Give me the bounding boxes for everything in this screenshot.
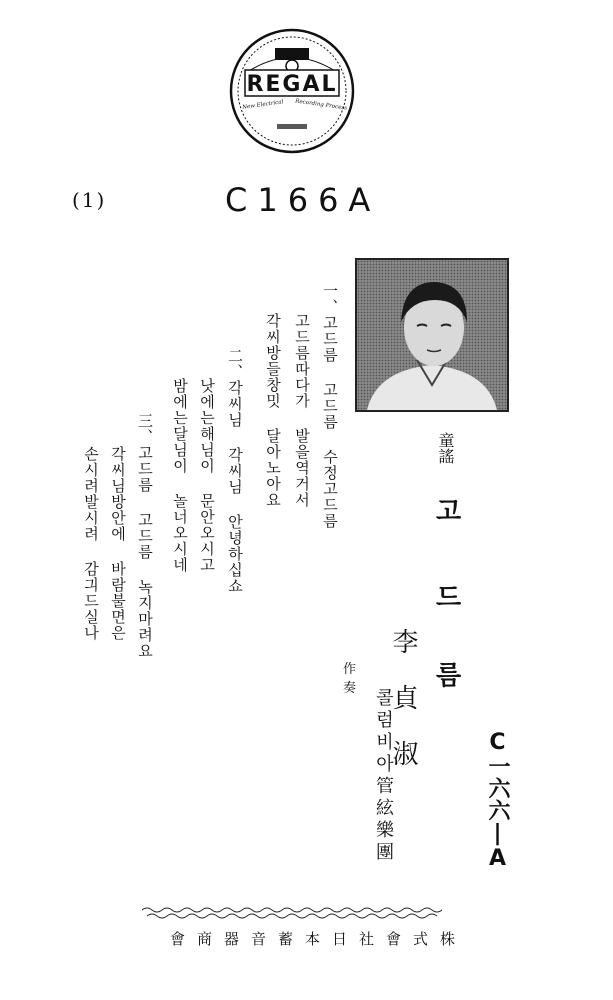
genre-label: 童謠	[436, 432, 455, 464]
credit-label-composer: 作	[343, 662, 357, 677]
verse3-line2: 각씨님방안에 바람불면은	[109, 446, 127, 641]
footer-divider	[142, 905, 442, 919]
regal-logo	[227, 26, 357, 156]
portrait-photo	[355, 258, 509, 412]
title-char-2: 드	[431, 583, 461, 609]
verse1-line2: 고드름따다가 발을역거서	[293, 313, 311, 508]
title-char-3: 름	[431, 661, 461, 687]
verse3-line1: 三、고드름 고드름 녹지마려요	[136, 413, 154, 659]
label-number: (1)	[72, 188, 107, 212]
title-char-1: 고	[431, 497, 461, 523]
verse2-line1: 二、각씨님 각씨님 안녕하십쇼	[226, 348, 244, 594]
publisher-text: 會商器音蓄本日社會式株	[170, 930, 468, 948]
verse1-line3: 각씨방들창밋 달아노아요	[264, 313, 282, 508]
author-name: 李貞淑	[388, 628, 418, 796]
credit-labels	[343, 658, 371, 696]
publisher-name	[170, 928, 467, 949]
credit-label-performer: 奏	[343, 681, 357, 696]
side-code: C一六六|A	[485, 730, 510, 871]
verse2-line2: 낫에는해님이 문안오시고	[198, 378, 216, 573]
verse1-line1: 一、고드름 고드름 수정고드름	[321, 283, 339, 529]
verse3-line3: 손시려발시려 감긔드실나	[82, 446, 100, 641]
logo-text-left: New Electrical	[241, 99, 284, 111]
catalog-number: C166A	[225, 181, 381, 219]
logo-text-right: Recording Process	[294, 98, 348, 112]
logo-brand: REGAL	[246, 72, 338, 97]
accompaniment-name: 콜럼비아管絃樂團	[373, 688, 394, 864]
verse2-line3: 밤에는달님이 놀너오시네	[171, 378, 189, 573]
